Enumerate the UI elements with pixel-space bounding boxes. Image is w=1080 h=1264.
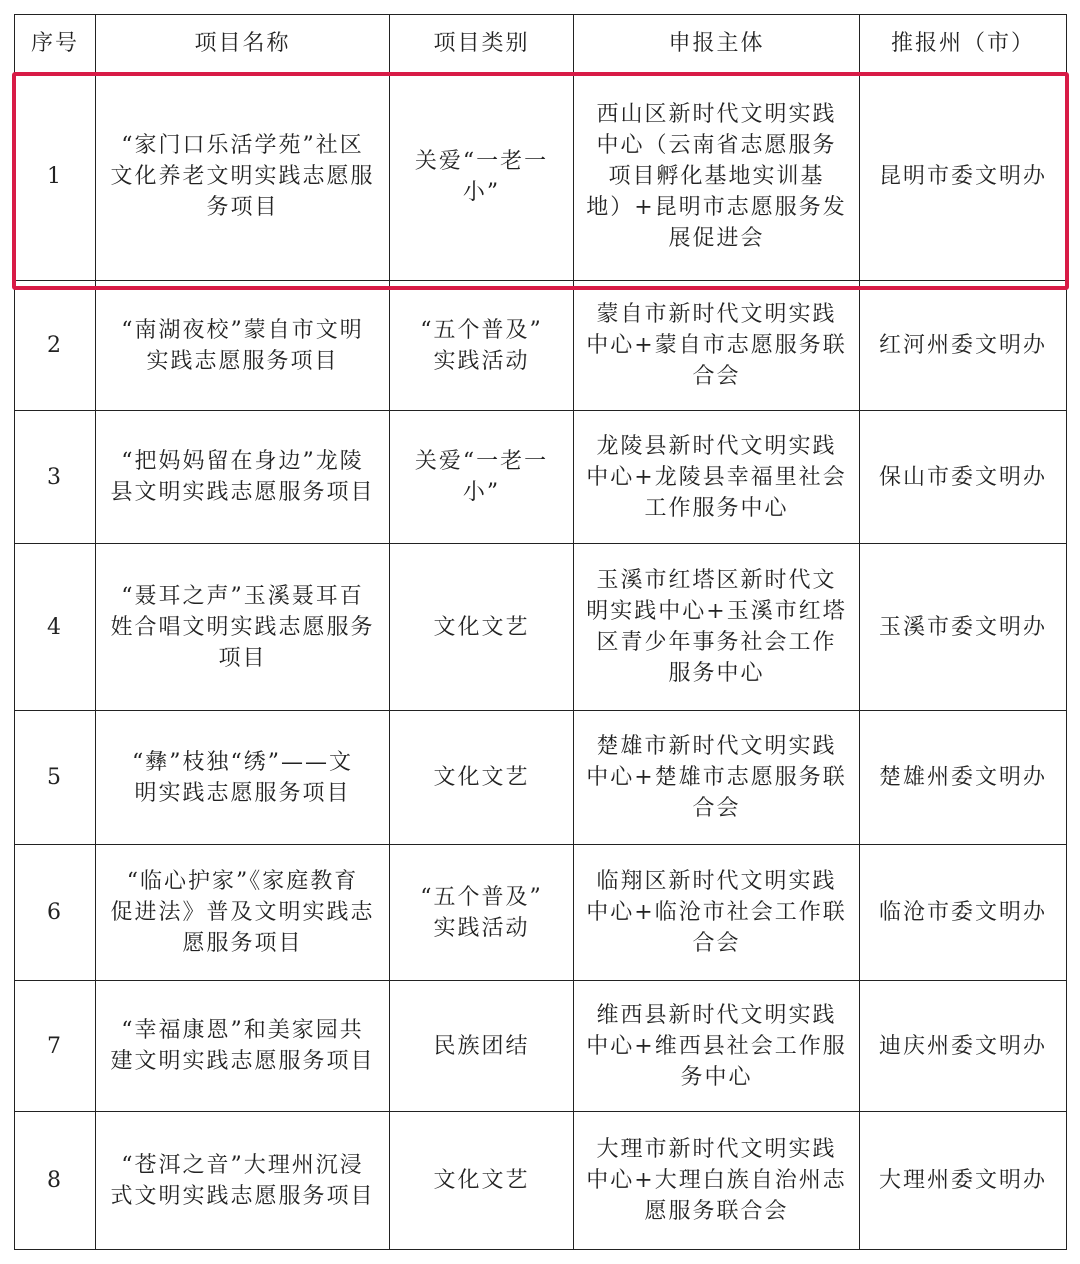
cell-recommender: 大理州委文明办 [860, 1112, 1067, 1250]
table-row [15, 73, 1067, 281]
cell-applicant: 蒙自市新时代文明实践 中心+蒙自市志愿服务联 合会 [574, 281, 860, 411]
table-row [15, 544, 1067, 711]
cell-no: 1 [15, 73, 96, 281]
cell-recommender: 临沧市委文明办 [860, 845, 1067, 981]
cell-category: 民族团结 [390, 981, 574, 1112]
cell-name: “南湖夜校”蒙自市文明 实践志愿服务项目 [96, 281, 390, 411]
cell-no: 8 [15, 1112, 96, 1250]
project-table [14, 14, 1067, 1250]
table-row [15, 711, 1067, 845]
cell-name: “临心护家”《家庭教育 促进法》普及文明实践志 愿服务项目 [96, 845, 390, 981]
cell-category: 关爱“一老一 小” [390, 411, 574, 544]
header-category: 项目类别 [390, 15, 574, 73]
cell-category: 文化文艺 [390, 711, 574, 845]
table-row [15, 1112, 1067, 1250]
cell-recommender: 保山市委文明办 [860, 411, 1067, 544]
cell-recommender: 迪庆州委文明办 [860, 981, 1067, 1112]
cell-no: 3 [15, 411, 96, 544]
cell-no: 4 [15, 544, 96, 711]
cell-recommender: 昆明市委文明办 [860, 73, 1067, 281]
cell-category: “五个普及” 实践活动 [390, 281, 574, 411]
cell-no: 2 [15, 281, 96, 411]
cell-no: 7 [15, 981, 96, 1112]
cell-recommender: 红河州委文明办 [860, 281, 1067, 411]
cell-name: “苍洱之音”大理州沉浸 式文明实践志愿服务项目 [96, 1112, 390, 1250]
table-row [15, 411, 1067, 544]
cell-applicant: 临翔区新时代文明实践 中心+临沧市社会工作联 合会 [574, 845, 860, 981]
cell-category: 文化文艺 [390, 544, 574, 711]
header-applicant: 申报主体 [574, 15, 860, 73]
cell-no: 5 [15, 711, 96, 845]
cell-recommender: 楚雄州委文明办 [860, 711, 1067, 845]
cell-applicant: 维西县新时代文明实践 中心+维西县社会工作服 务中心 [574, 981, 860, 1112]
header-row [15, 15, 1067, 73]
cell-no: 6 [15, 845, 96, 981]
cell-category: 关爱“一老一 小” [390, 73, 574, 281]
cell-category: “五个普及” 实践活动 [390, 845, 574, 981]
table-row [15, 981, 1067, 1112]
table-row [15, 845, 1067, 981]
cell-applicant: 西山区新时代文明实践 中心（云南省志愿服务 项目孵化基地实训基 地）+昆明市志愿服务发 展促进会 [574, 73, 860, 281]
cell-name: “家门口乐活学苑”社区 文化养老文明实践志愿服 务项目 [96, 73, 390, 281]
cell-name: “聂耳之声”玉溪聂耳百 姓合唱文明实践志愿服务 项目 [96, 544, 390, 711]
cell-applicant: 大理市新时代文明实践 中心+大理白族自治州志 愿服务联合会 [574, 1112, 860, 1250]
cell-name: “彝”枝独“绣”——文 明实践志愿服务项目 [96, 711, 390, 845]
cell-name: “幸福康恩”和美家园共 建文明实践志愿服务项目 [96, 981, 390, 1112]
table-row [15, 281, 1067, 411]
cell-recommender: 玉溪市委文明办 [860, 544, 1067, 711]
cell-name: “把妈妈留在身边”龙陵 县文明实践志愿服务项目 [96, 411, 390, 544]
cell-applicant: 龙陵县新时代文明实践 中心+龙陵县幸福里社会 工作服务中心 [574, 411, 860, 544]
cell-category: 文化文艺 [390, 1112, 574, 1250]
header-name: 项目名称 [96, 15, 390, 73]
header-no: 序号 [15, 15, 96, 73]
header-recommender: 推报州（市） [860, 15, 1067, 73]
cell-applicant: 楚雄市新时代文明实践 中心+楚雄市志愿服务联 合会 [574, 711, 860, 845]
cell-applicant: 玉溪市红塔区新时代文 明实践中心+玉溪市红塔 区青少年事务社会工作 服务中心 [574, 544, 860, 711]
